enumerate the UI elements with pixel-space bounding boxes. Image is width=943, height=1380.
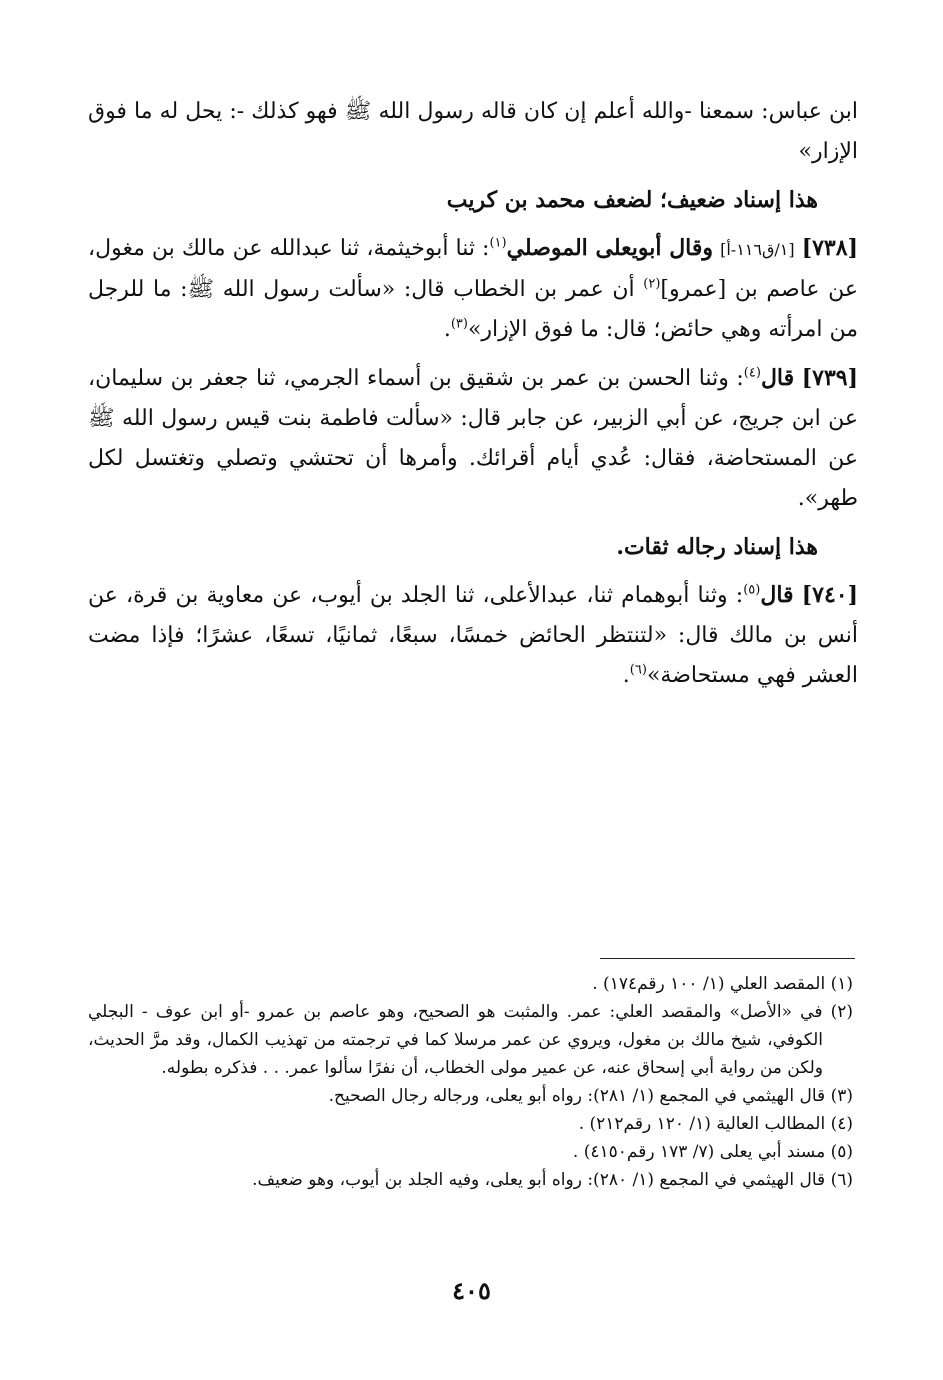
hadith-number: [٧٣٩] [801, 365, 859, 391]
footnote-divider [600, 958, 855, 959]
footnote-4: (٤) المطالب العالية (١/ ١٢٠ رقم٢١٢) . [578, 1114, 853, 1134]
page-number: ٤٠٥ [452, 1276, 491, 1305]
footnote-ref: (٢) [643, 276, 661, 292]
footnote-1: (١) المقصد العلي (١/ ١٠٠ رقم١٧٤) . [592, 974, 853, 994]
period: . [622, 663, 630, 688]
hadith-text: : وثنا الحسن بن عمر بن شقيق بن أسماء الجرمي، ثنا جعفر بن سليمان، عن ابن جريج، عن أبي الزبير، عن جابر قال: «سألت فاطمة بنت قيس رسول الله ﷺ عن المستحاضة، فقال: عُدي أيام أقرائك. وأمرها أن تحتشي وتصلي وتغتسل لكل طهر». [88, 366, 858, 511]
hadith-number: [٧٣٨] [801, 235, 858, 261]
continued-paragraph: ابن عباس: سمعنا -والله أعلم إن كان قاله رسول الله ﷺ فهو كذلك -: يحل له ما فوق الإزار» [88, 99, 858, 164]
manuscript-ref: [١/ق١١٦-أ] [720, 240, 795, 259]
hadith-text: : ثنا أبوخيثمة، ثنا عبدالله عن مالك بن مغول، عن عاصم بن [عمرو] [88, 236, 858, 302]
hadith-text: : وثنا أبوهمام ثنا، عبدالأعلى، ثنا الجلد بن أيوب، عن معاوية بن قرة، عن أنس بن مالك قال: «لتنتظر الحائض خمسًا، سبعًا، ثمانيًا، تسعًا، عشرًا؛ فإذا مضت العشر فهي مستحاضة» [88, 583, 858, 688]
footnote-ref: (٤) [743, 365, 761, 381]
narrator: قال [760, 365, 795, 391]
hadith-text: أن عمر بن الخطاب قال: «سألت رسول الله ﷺ: ما للرجل من امرأته وهي حائض؛ قال: ما فوق الإزار» [88, 277, 858, 342]
footnote-ref: (٣) [450, 316, 468, 332]
footnote-ref: (٦) [629, 662, 647, 678]
main-text [88, 92, 858, 704]
narrator: قال [760, 582, 794, 608]
footnote-2: (٢) في «الأصل» والمقصد العلي: عمر. والمثبت هو الصحيح، وهو عاصم بن عمرو -أو ابن عوف - البجلي الكوفي، شيخ مالك بن مغول، ويروي عن عمر مرسلا كما في ترجمته من تهذيب الكمال، وقد مرَّ الحديث، ولكن من رواية أبي إسحاق عنه، عن عمير مولى الخطاب، أن نفرًا سألوا عمر. . . فذكره بطوله. [88, 1002, 853, 1078]
footnote-ref: (١) [489, 235, 507, 251]
grading-note-1: هذا إسناد ضعيف؛ لضعف محمد بن كريب [446, 187, 818, 213]
hadith-number: [٧٤٠] [801, 582, 858, 608]
footnote-3: (٣) قال الهيثمي في المجمع (١/ ٢٨١): رواه أبو يعلى، ورجاله رجال الصحيح. [328, 1086, 853, 1106]
footnote-5: (٥) مسند أبي يعلى (٧/ ١٧٣ رقم٤١٥٠) . [572, 1142, 853, 1162]
hadith-738 [88, 228, 858, 350]
hadith-739 [88, 358, 858, 519]
footnotes [88, 970, 853, 1194]
grading-note-2: هذا إسناد رجاله ثقات. [616, 534, 818, 560]
footnote-ref: (٥) [743, 582, 761, 598]
period: . [443, 317, 451, 342]
footnote-6: (٦) قال الهيثمي في المجمع (١/ ٢٨٠): رواه أبو يعلى، وفيه الجلد بن أيوب، وهو ضعيف. [252, 1170, 853, 1190]
narrator: وقال أبويعلى الموصلي [506, 235, 714, 261]
hadith-740 [88, 575, 858, 696]
